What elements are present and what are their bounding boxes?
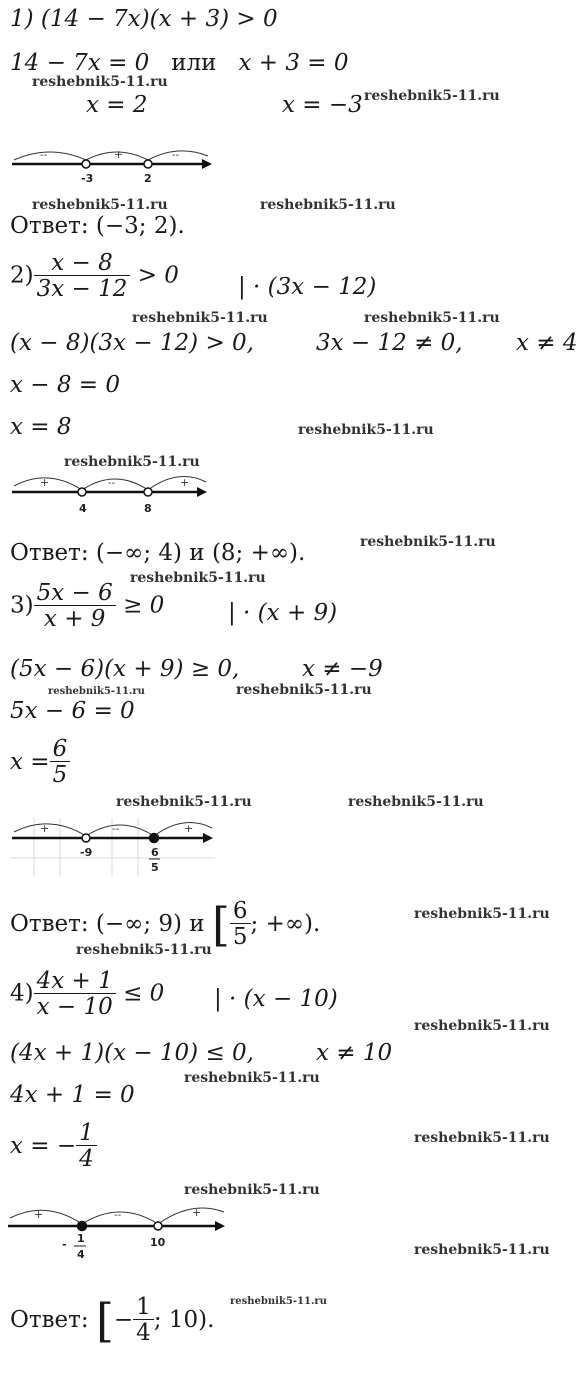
p2-answer: Ответ: (−∞; 4) и (8; +∞). [10, 540, 306, 566]
p3-root-den: 5 [50, 761, 71, 787]
watermark: reshebnik5-11.ru [414, 1018, 550, 1034]
p4-tick-a-den: 4 [77, 1248, 85, 1261]
p3-sign-left: + [40, 822, 50, 835]
p4-number: 4) [10, 980, 34, 1007]
p3-fraction [34, 582, 116, 631]
p4-product: (4x + 1)(x − 10) ≤ 0, [10, 1040, 254, 1066]
watermark: reshebnik5-11.ru [298, 422, 434, 438]
p1-sign-left: -- [40, 150, 48, 161]
p2-restrict1: 3x − 12 ≠ 0, [316, 330, 463, 356]
p3-answer-start: Ответ: (−∞; 9) и [10, 911, 205, 937]
p4-answer-fraction [133, 1296, 154, 1345]
p4-answer-start: Ответ: [10, 1307, 89, 1333]
watermark: reshebnik5-11.ru [348, 794, 484, 810]
p1-number-line [0, 140, 230, 190]
watermark: reshebnik5-11.ru [184, 1070, 320, 1086]
watermark: reshebnik5-11.ru [414, 906, 550, 922]
p2-inequality [10, 252, 179, 301]
p4-root-num: 1 [79, 1120, 94, 1146]
p3-equation: 5x − 6 = 0 [10, 698, 135, 724]
p1-answer: Ответ: (−3; 2). [10, 213, 185, 239]
p2-product: (x − 8)(3x − 12) > 0, [10, 330, 254, 356]
p4-answer-num: 1 [136, 1294, 151, 1320]
p1-inequality: 1) (14 − 7x)(x + 3) > 0 [10, 6, 278, 32]
p1-equations [10, 52, 348, 75]
p3-multiplier: | · (x + 9) [228, 600, 338, 626]
p2-restrict2: x ≠ 4 [516, 330, 578, 356]
watermark: reshebnik5-11.ru [116, 794, 252, 810]
p3-root [10, 738, 70, 787]
p4-root-lhs: x = − [10, 1133, 77, 1159]
p4-multiplier: | · (x − 10) [214, 986, 338, 1012]
p1-tick-b: 2 [144, 172, 152, 185]
watermark: reshebnik5-11.ru [48, 686, 145, 697]
watermark: reshebnik5-11.ru [132, 310, 268, 326]
p4-sign-right: + [192, 1206, 202, 1219]
p2-sign-right: + [180, 476, 190, 489]
watermark: reshebnik5-11.ru [32, 74, 168, 90]
watermark: reshebnik5-11.ru [414, 1242, 550, 1258]
watermark: reshebnik5-11.ru [184, 1182, 320, 1198]
p3-tick-a: -9 [80, 846, 93, 859]
watermark: reshebnik5-11.ru [32, 197, 168, 213]
p1-eq2: x + 3 = 0 [238, 50, 349, 76]
p2-number-line [0, 462, 230, 517]
p4-root-fraction [76, 1122, 97, 1171]
p3-sign-mid: -- [112, 824, 120, 835]
p3-den: x + 9 [34, 605, 116, 631]
p3-answer-end: ; +∞). [250, 911, 321, 937]
p3-restrict: x ≠ −9 [302, 656, 383, 682]
p3-root-num: 6 [52, 736, 68, 762]
p4-tick-a-num: 1 [77, 1232, 85, 1245]
p4-rel: ≤ 0 [123, 980, 165, 1007]
p2-sign-left: + [40, 476, 50, 489]
p1-sign-mid: + [114, 148, 124, 161]
p2-number: 2) [10, 262, 34, 289]
p2-multiplier: | · (3x − 12) [238, 274, 377, 300]
p4-root [10, 1122, 97, 1171]
p3-rel: ≥ 0 [123, 592, 165, 619]
p3-answer-den: 5 [230, 923, 251, 949]
p4-root-den: 4 [76, 1145, 97, 1171]
p4-answer-bracket: [ [95, 1293, 114, 1348]
p2-equation: x − 8 = 0 [10, 372, 121, 398]
p3-answer-num: 6 [232, 898, 248, 924]
p3-root-lhs: x = [10, 749, 50, 775]
p4-restrict: x ≠ 10 [316, 1040, 393, 1066]
p4-sign-mid: -- [114, 1210, 122, 1221]
p4-answer-den: 4 [133, 1319, 154, 1345]
watermark: reshebnik5-11.ru [230, 1296, 327, 1307]
p3-num: 5x − 6 [36, 580, 113, 606]
p1-tick-a: -3 [81, 172, 94, 185]
p1-root1: x = 2 [86, 92, 148, 118]
p3-answer-bracket: [ [211, 897, 230, 952]
p3-sign-right: + [184, 822, 194, 835]
p3-root-fraction [50, 738, 71, 787]
p2-den: 3x − 12 [34, 275, 131, 301]
p4-inequality [10, 970, 164, 1019]
p3-product: (5x − 6)(x + 9) ≥ 0, [10, 656, 240, 682]
p4-tick-a-minus: - [62, 1238, 67, 1251]
p4-num: 4x + 1 [36, 968, 113, 994]
p2-num: x − 8 [51, 250, 113, 276]
p4-den: x − 10 [34, 993, 116, 1019]
p4-answer [10, 1293, 215, 1348]
p2-sign-mid: -- [108, 478, 116, 489]
p4-tick-b: 10 [150, 1236, 166, 1249]
p1-root2: x = −3 [282, 92, 363, 118]
p2-tick-b: 8 [144, 502, 152, 515]
p1-eq1: 14 − 7x = 0 [10, 50, 150, 76]
p3-inequality [10, 582, 164, 631]
p2-fraction [34, 252, 131, 301]
watermark: reshebnik5-11.ru [260, 197, 396, 213]
p4-sign-left: + [34, 1208, 44, 1221]
p3-number: 3) [10, 592, 34, 619]
p3-tick-b-num: 6 [151, 846, 159, 859]
watermark: reshebnik5-11.ru [64, 454, 200, 470]
p4-answer-minus: − [113, 1307, 134, 1333]
p2-root: x = 8 [10, 414, 72, 440]
p2-rel: > 0 [137, 262, 179, 289]
watermark: reshebnik5-11.ru [130, 570, 266, 586]
p4-fraction [34, 970, 116, 1019]
p4-answer-end: ; 10). [153, 1307, 215, 1333]
watermark: reshebnik5-11.ru [414, 1130, 550, 1146]
p3-answer-fraction [230, 900, 251, 949]
watermark: reshebnik5-11.ru [364, 310, 500, 326]
p4-number-line [0, 1196, 240, 1271]
p4-equation: 4x + 1 = 0 [10, 1082, 135, 1108]
p1-sign-right: -- [172, 150, 180, 161]
p3-number-line [0, 808, 230, 878]
watermark: reshebnik5-11.ru [236, 682, 372, 698]
p1-or: или [171, 50, 217, 76]
p2-tick-a: 4 [79, 502, 87, 515]
p3-tick-b-den: 5 [151, 861, 159, 874]
watermark: reshebnik5-11.ru [364, 88, 500, 104]
watermark: reshebnik5-11.ru [76, 942, 212, 958]
watermark: reshebnik5-11.ru [360, 534, 496, 550]
